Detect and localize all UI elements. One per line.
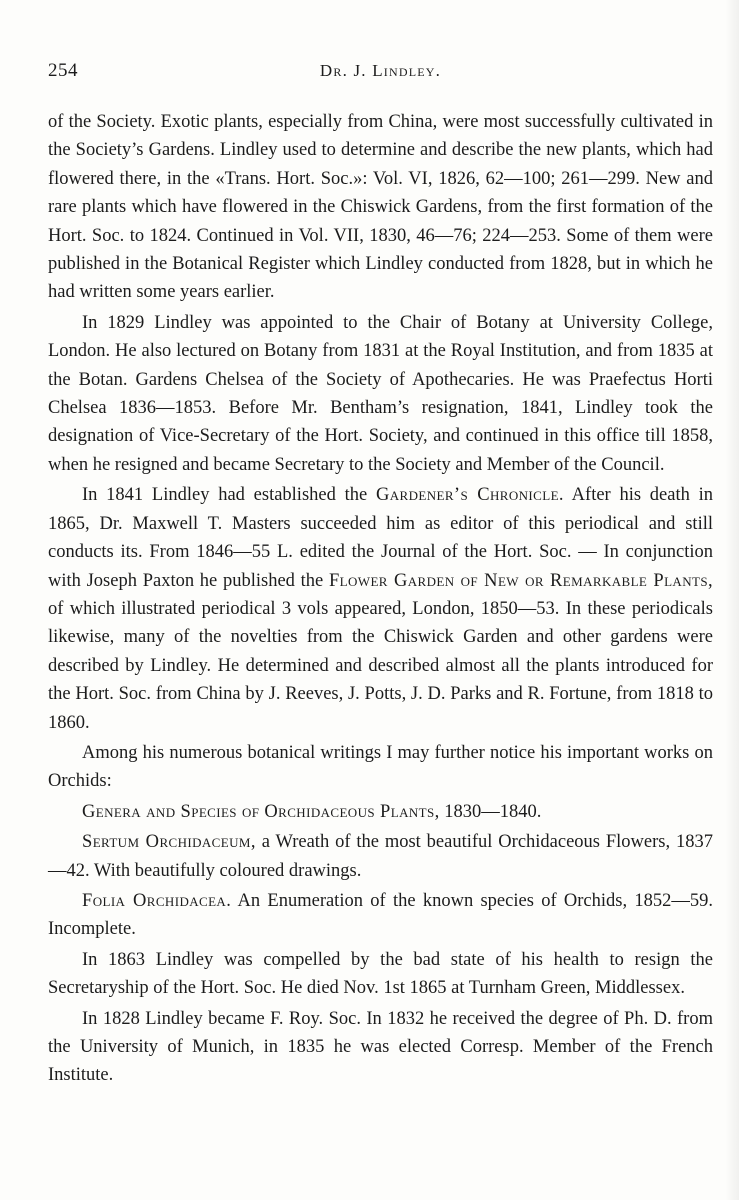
paragraph-university-college: In 1829 Lindley was appointed to the Chair of Botany at University College, London. He also lectured on Botany from 1831 at the Royal Institution, and from 1835 at the Botan. Gardens Chelsea of the Society of Apothecaries. He was Praefectus Horti Chelsea 1836—1853. Before Mr. Bentham’s resignation, 1841, Lindley took the designation of Vice-Secretary of the Hort. Society, and continued in this office till 1858, when he resigned and became Secretary to the Society and Member of the Council. <box>48 312 713 475</box>
text-segment: An Enumeration of the known species of Orchids, 1852—59. Incomplete. <box>48 890 713 940</box>
paragraph-society-gardens: of the Society. Exotic plants, especially from China, were most successfully cultivated in the Society’s Gardens. Lindley used to determine and describe the new plants, which had flowered there, in the «Trans. Hort. Soc.»: Vol. VI, 1826, 62—100; 261—299. New and rare plants which have flowered in the Chiswick Gardens, from the first formation of the Hort. Soc. to 1824. Continued in Vol. VII, 1830, 46—76; 224—253. Some of them were published in the Botanical Register which Lindley conducted from 1828, but in which he had written some years earlier. <box>48 112 713 303</box>
page-number: 254 <box>48 60 78 81</box>
publication-title: Sertum Orchidaceum, <box>82 832 256 853</box>
publication-title: Folia Orchidacea. <box>82 890 232 911</box>
text-segment: of which illustrated periodical 3 vols appeared, London, 1850—53. In these periodicals likewise, many of the novelties from the Chiswick Garden and other gardens were described by Lindley. He determined and described almost all the plants introduced for the Hort. Soc. from China by J. Reeves, J. Potts, J. D. Parks and R. Fortune, from 1818 to 1860. <box>48 598 713 733</box>
text-segment: After his death in 1865, Dr. Maxwell T. Masters succeeded him as editor of this periodical and still conducts its. From 1846—55 L. edited the Journal of the Hort. Soc. — In conjunction with Joseph Paxton he published the <box>48 485 714 591</box>
paragraph-orchid-works-intro: Among his numerous botanical writings I may further notice his important works on Orchids: <box>48 742 713 792</box>
paragraph-gardeners-chronicle <box>48 481 713 737</box>
body-text <box>48 108 713 1090</box>
page-header <box>48 60 713 90</box>
publication-title: Gardener’s Chronicle. <box>375 485 564 506</box>
work-folia-orchidacea <box>48 887 713 944</box>
text-segment: 1830—1840. <box>439 801 542 822</box>
text-segment: In 1841 Lindley had established the <box>82 485 376 506</box>
running-head: Dr. J. Lindley. <box>319 61 442 80</box>
page-edge-shadow <box>725 0 739 1200</box>
publication-title: Flower Garden of New or Remarkable Plants, <box>328 570 713 591</box>
paragraph-honours: In 1828 Lindley became F. Roy. Soc. In 1832 he received the degree of Ph. D. from the University of Munich, in 1835 he was elected Corresp. Member of the French Institute. <box>48 1008 713 1086</box>
work-genera-and-species <box>48 798 713 826</box>
paragraph-death: In 1863 Lindley was compelled by the bad state of his health to resign the Secretaryship of the Hort. Soc. He died Nov. 1st 1865 at Turnham Green, Middlessex. <box>48 949 713 999</box>
publication-title: Genera and Species of Orchidaceous Plants, <box>82 801 440 822</box>
work-sertum-orchidaceum <box>48 828 713 885</box>
text-segment: a Wreath of the most beautiful Orchidaceous Flowers, 1837—42. With beautifully coloured drawings. <box>48 832 713 881</box>
